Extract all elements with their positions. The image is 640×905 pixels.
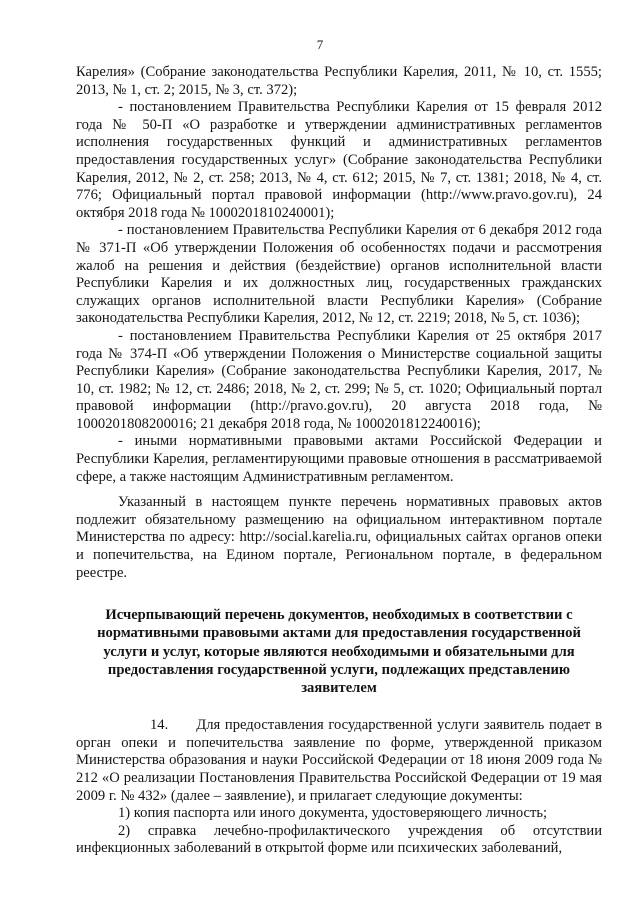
list-item: - постановлением Правительства Республики Карелия от 15 февраля 2012 года № 50-П «О разработке и утверждении административных регламентов исполнения государственных функций и административных регламентов предоставления государственных услуг» (Собрание законодательства Республики Карелия, 2012, № 2, ст. 258; 2013, № 4, ст. 612; 2015, № 7, ст. 1381; 2018, № 4, ст. 776; Официальный портал правовой информации (http://www.pravo.gov.ru), 24 октября 2018 года № 1000201810240001); bbox=[76, 99, 602, 221]
section-heading: Исчерпывающий перечень документов, необходимых в соответствии с нормативными правовыми актами для предоставления государственной услуги и услуг, которые являются необходимыми и обязательными для предоставления государственной услуги, подлежащих представлению заявителем bbox=[97, 607, 581, 697]
list-item: 2) справка лечебно-профилактического учреждения об отсутствии инфекционных заболеваний в открытой форме или психических заболеваний, bbox=[76, 822, 602, 857]
list-item: - постановлением Правительства Республики Карелия от 25 октября 2017 года № 374-П «Об утверждении Положения о Министерстве социальной защиты Республики Карелия» (Собрание законодательства Республики Карелия, 2017, № 10, ст. 1982; № 12, ст. 2486; 2018, № 2, ст. 299; № 5, ст. 1020; Официальный портал правовой информации (http://pravo.gov.ru), 20 августа 2018 года, № 1000201808200016; 21 декабря 2018 года, № 1000201812240016); bbox=[76, 327, 602, 432]
numbered-paragraph: 14. Для предоставления государственной услуги заявитель подает в орган опеки и попечительства заявление по форме, утвержденной приказом Министерства образования и науки Российской Федерации от 18 июня 2009 года № 212 «О реализации Постановления Правительства Российской Федерации от 19 мая 2009 г. № 432» (далее – заявление), и прилагает следующие документы: bbox=[76, 717, 602, 804]
paragraph: Карелия» (Собрание законодательства Республики Карелия, 2011, № 10, ст. 1555; 2013, № 1, ст. 2; 2015, № 3, ст. 372); bbox=[76, 64, 602, 98]
page-number: 7 bbox=[316, 37, 324, 52]
list-item: - иными нормативными правовыми актами Российской Федерации и Республики Карелия, регламентирующими правовые отношения в рассматриваемой сфере, а также настоящим Административным регламентом. bbox=[76, 433, 602, 485]
document-body bbox=[76, 64, 602, 858]
paragraph: Указанный в настоящем пункте перечень нормативных правовых актов подлежит обязательному размещению на официальном интерактивном портале Министерства по адресу: http://social.karelia.ru, официальных сайтах органов опеки и попечительства, на Едином портале, Региональном портале, в федеральном реестре. bbox=[76, 494, 602, 581]
list-item: 1) копия паспорта или иного документа, удостоверяющего личность; bbox=[118, 805, 548, 822]
list-item: - постановлением Правительства Республики Карелия от 6 декабря 2012 года № 371-П «Об утверждении Положения об особенностях подачи и рассмотрения жалоб на решения и действия (бездействие) органов исполнительной власти Республики Карелия и их должностных лиц, государственных гражданских служащих органов исполнительной власти Республики Карелия» (Собрание законодательства Республики Карелия, 2012, № 12, ст. 2219; 2018, № 5, ст. 1036); bbox=[76, 222, 602, 327]
